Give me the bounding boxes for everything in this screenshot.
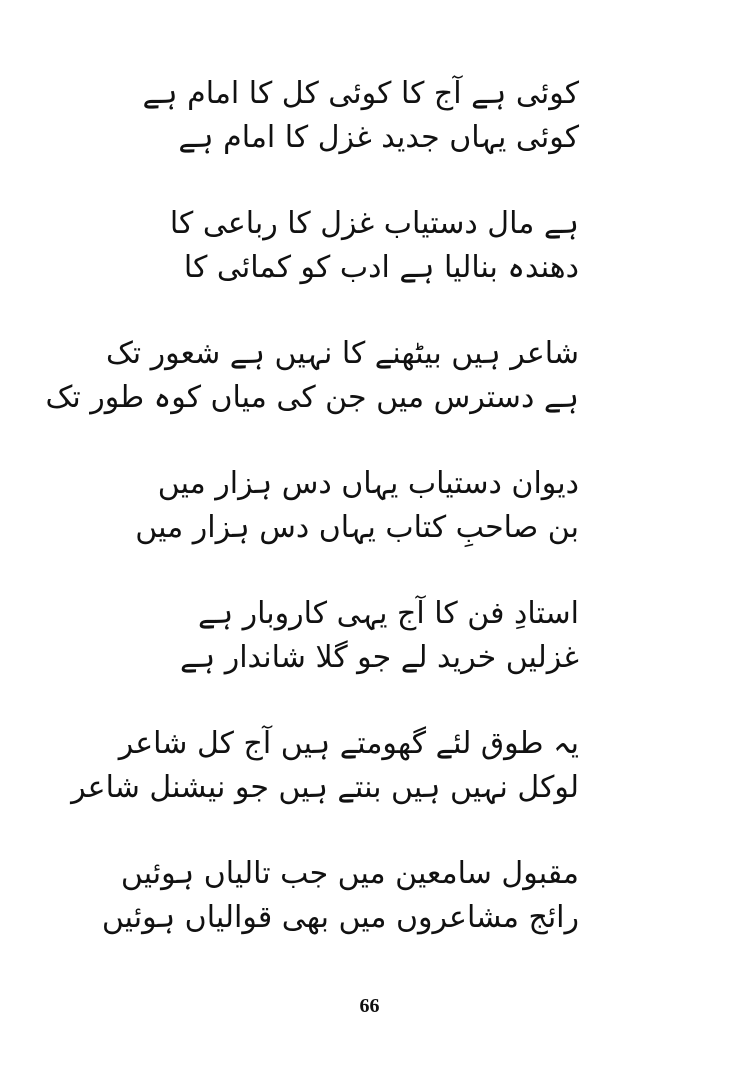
stanza: [135, 462, 579, 550]
verse-line: دھندہ بنالیا ہے ادب کو کمائی کا: [183, 250, 579, 285]
verse-line: کوئی ہے آج کا کوئی کل کا امام ہے: [142, 76, 579, 111]
verse-line: یہ طوق لئے گھومتے ہیں آج کل شاعر: [118, 726, 579, 761]
verse-line: ہے مال دستیاب غزل کا رباعی کا: [169, 206, 579, 241]
stanza: [139, 72, 579, 160]
stanza: [45, 332, 579, 420]
verse-line: شاعر ہیں بیٹھنے کا نہیں ہے شعور تک: [105, 336, 579, 371]
verse-line: رائج مشاعروں میں بھی قوالیاں ہوئیں: [101, 900, 579, 935]
verse-line: مقبول سامعین میں جب تالیاں ہوئیں: [120, 856, 579, 891]
verse-line: دیوان دستیاب یہاں دس ہزار میں: [157, 466, 579, 501]
verse-line: ہے دسترس میں جن کی میاں کوہ طور تک: [45, 380, 579, 415]
stanza: [139, 592, 579, 680]
stanza: [71, 722, 579, 810]
stanza: [101, 852, 579, 940]
page-number: 66: [359, 995, 380, 1017]
verse-line: غزلیں خرید لے جو گلا شاندار ہے: [180, 640, 579, 675]
verse-line: استادِ فن کا آج یہی کاروبار ہے: [197, 596, 579, 631]
stanza: [139, 202, 579, 290]
verse-line: کوئی یہاں جدید غزل کا امام ہے: [178, 120, 579, 155]
verse-line: بن صاحبِ کتاب یہاں دس ہزار میں: [135, 510, 579, 545]
verse-line: لوکل نہیں ہیں بنتے ہیں جو نیشنل شاعر: [71, 770, 579, 805]
